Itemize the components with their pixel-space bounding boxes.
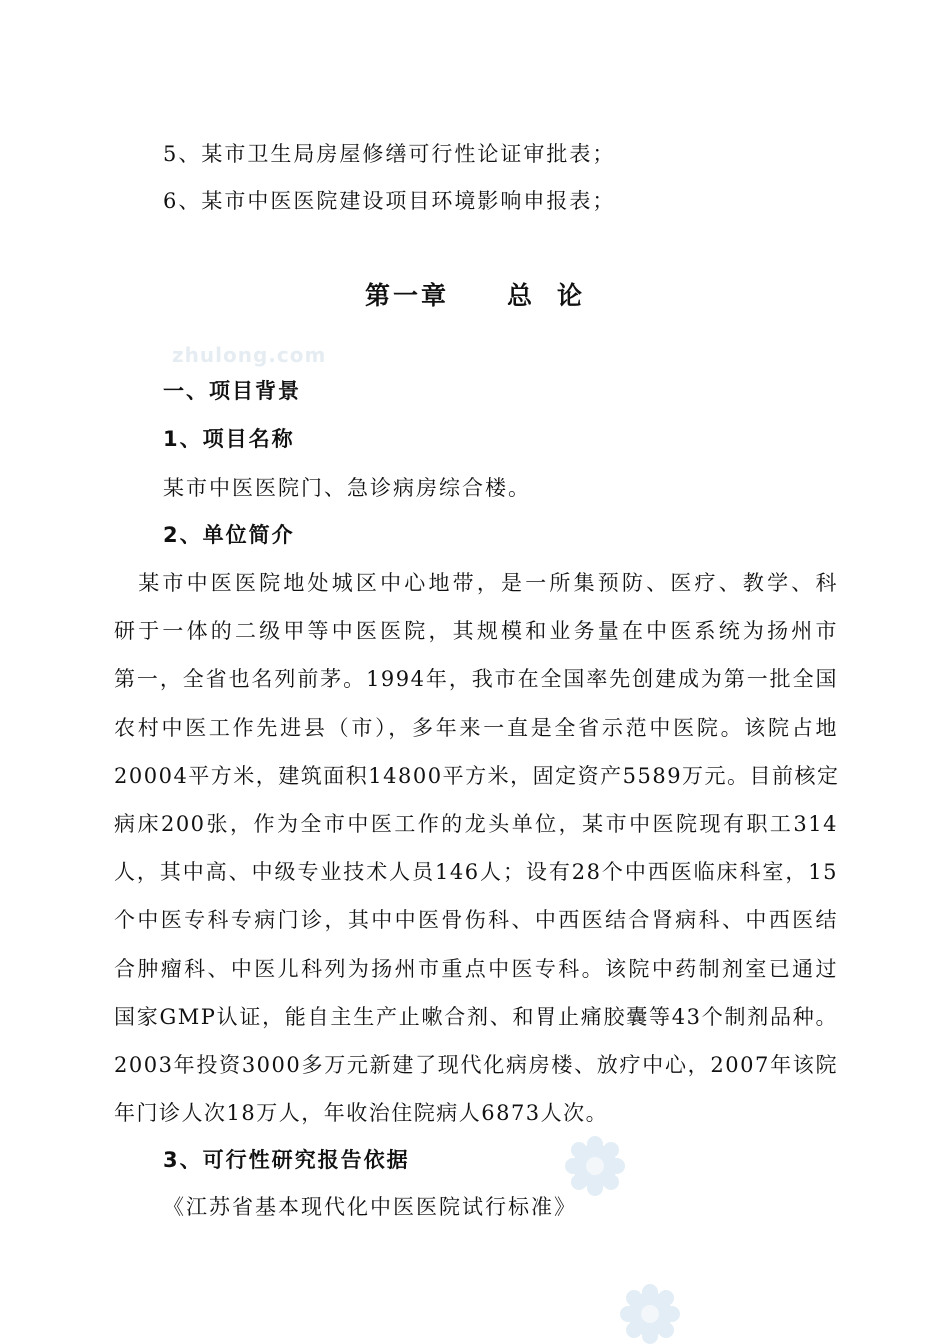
- chapter-label: 第一章: [364, 281, 449, 310]
- watermark-seal-icon: [565, 1136, 625, 1196]
- paragraph-line: 合肿瘤科、中医儿科列为扬州市重点中医专科。该院中药制剂室已通过: [114, 956, 838, 981]
- paragraph-line: 某市中医医院地处城区中心地带，是一所集预防、医疗、教学、科: [114, 571, 838, 595]
- watermark-seal-icon: [620, 1284, 680, 1344]
- unit-intro-paragraph: [114, 559, 838, 1137]
- paragraph-line: 国家GMP认证，能自主生产止嗽合剂、和胃止痛胶囊等43个制剂品种。: [114, 1004, 838, 1029]
- project-name-text: 某市中医医院门、急诊病房综合楼。: [163, 476, 531, 500]
- subsection-2-heading: 2、单位简介: [163, 523, 295, 547]
- section-heading: 一、项目背景: [163, 379, 301, 403]
- paragraph-line: 人，其中高、中级专业技术人员146人；设有28个中西医临床科室，15: [114, 860, 838, 885]
- paragraph-line: 2003年投资3000多万元新建了现代化病房楼、放疗中心，2007年该院: [114, 1052, 838, 1077]
- paragraph-line: 个中医专科专病门诊，其中中医骨伤科、中西医结合肾病科、中西医结: [114, 908, 838, 933]
- basis-document-text: 《江苏省基本现代化中医医院试行标准》: [163, 1195, 577, 1219]
- list-item-5: 5、某市卫生局房屋修缮可行性论证审批表；: [163, 142, 616, 166]
- list-item-6: 6、某市中医医院建设项目环境影响申报表；: [163, 189, 616, 213]
- paragraph-line: 病床200张，作为全市中医工作的龙头单位，某市中医院现有职工314: [114, 811, 838, 836]
- chapter-title-b: 论: [557, 281, 586, 310]
- paragraph-line: 年门诊人次18万人，年收治住院病人6873人次。: [114, 1101, 609, 1126]
- paragraph-line: 第一，全省也名列前茅。1994年，我市在全国率先创建成为第一批全国: [114, 667, 838, 692]
- chapter-title-a: 总: [506, 281, 535, 310]
- subsection-1-heading: 1、项目名称: [163, 427, 295, 451]
- paragraph-line: 20004平方米，建筑面积14800平方米，固定资产5589万元。目前核定: [114, 763, 840, 788]
- watermark-text: zhulong.com: [172, 343, 327, 367]
- subsection-3-heading: 3、可行性研究报告依据: [163, 1148, 410, 1172]
- paragraph-line: 农村中医工作先进县（市），多年来一直是全省示范中医院。该院占地: [114, 715, 838, 740]
- chapter-heading: [0, 278, 950, 314]
- paragraph-line: 研于一体的二级甲等中医医院，其规模和业务量在中医系统为扬州市: [114, 619, 838, 644]
